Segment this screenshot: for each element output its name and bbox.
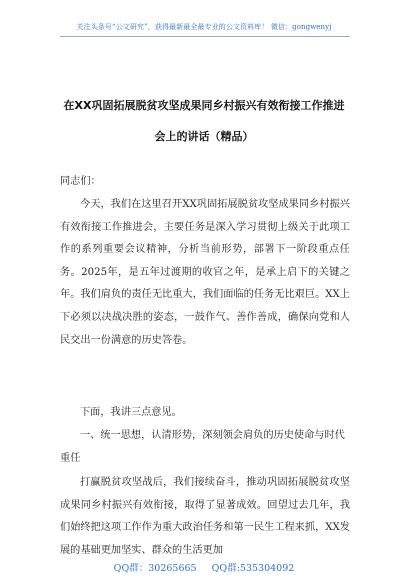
paragraph-transition: 下面，我讲三点意见。 [80,407,182,418]
header-banner: 关注头条号“公文研究”，获得最新最全最专业的公文资料库！ 微信：gongwenyj [76,23,332,31]
document-title-line-2: 会上的讲话（精品） [154,130,254,143]
footer [0,560,408,574]
paragraph-intro: 今天，我们在这里召开XX巩固拓展脱贫攻坚成果同乡村振兴有效衔接工作推进会，主要任务是深入学习贯彻上级关于此项工作的系列重要会议精神，分析当前形势，部署下一阶段重点任务。2025年，是五年过渡期的收官之年，是承上启下的关键之年。我们肩负的责任无比重大，我们面临的任务无比艰巨。XX上下必须以决战决胜的姿态，一鼓作气、善作善成，确保向党和人民交出一份满意的历史答卷。 [60,199,350,346]
footer-qq-group-1: QQ群：30265665 [113,563,197,574]
header-divider [60,36,350,37]
greeting: 同志们： [60,176,101,187]
paragraph-section-1: 打赢脱贫攻坚战后，我们接续奋斗，推动巩固拓展脱贫攻坚成果同乡村振兴有效衔接，取得了显著成效。回望过去几年，我们始终把这项工作作为重大政治任务和第一民生工程来抓，XX发展的基础更加坚实、群众的生活更加 [60,477,350,556]
document-title-line-1: 在XX巩固拓展脱贫攻坚成果同乡村振兴有效衔接工作推进 [63,99,345,112]
section-heading-1: 一、统一思想，认清形势，深刻领会肩负的历史使命与时代重任 [60,430,345,464]
footer-qq-group-2: QQ群:535304092 [211,563,295,574]
